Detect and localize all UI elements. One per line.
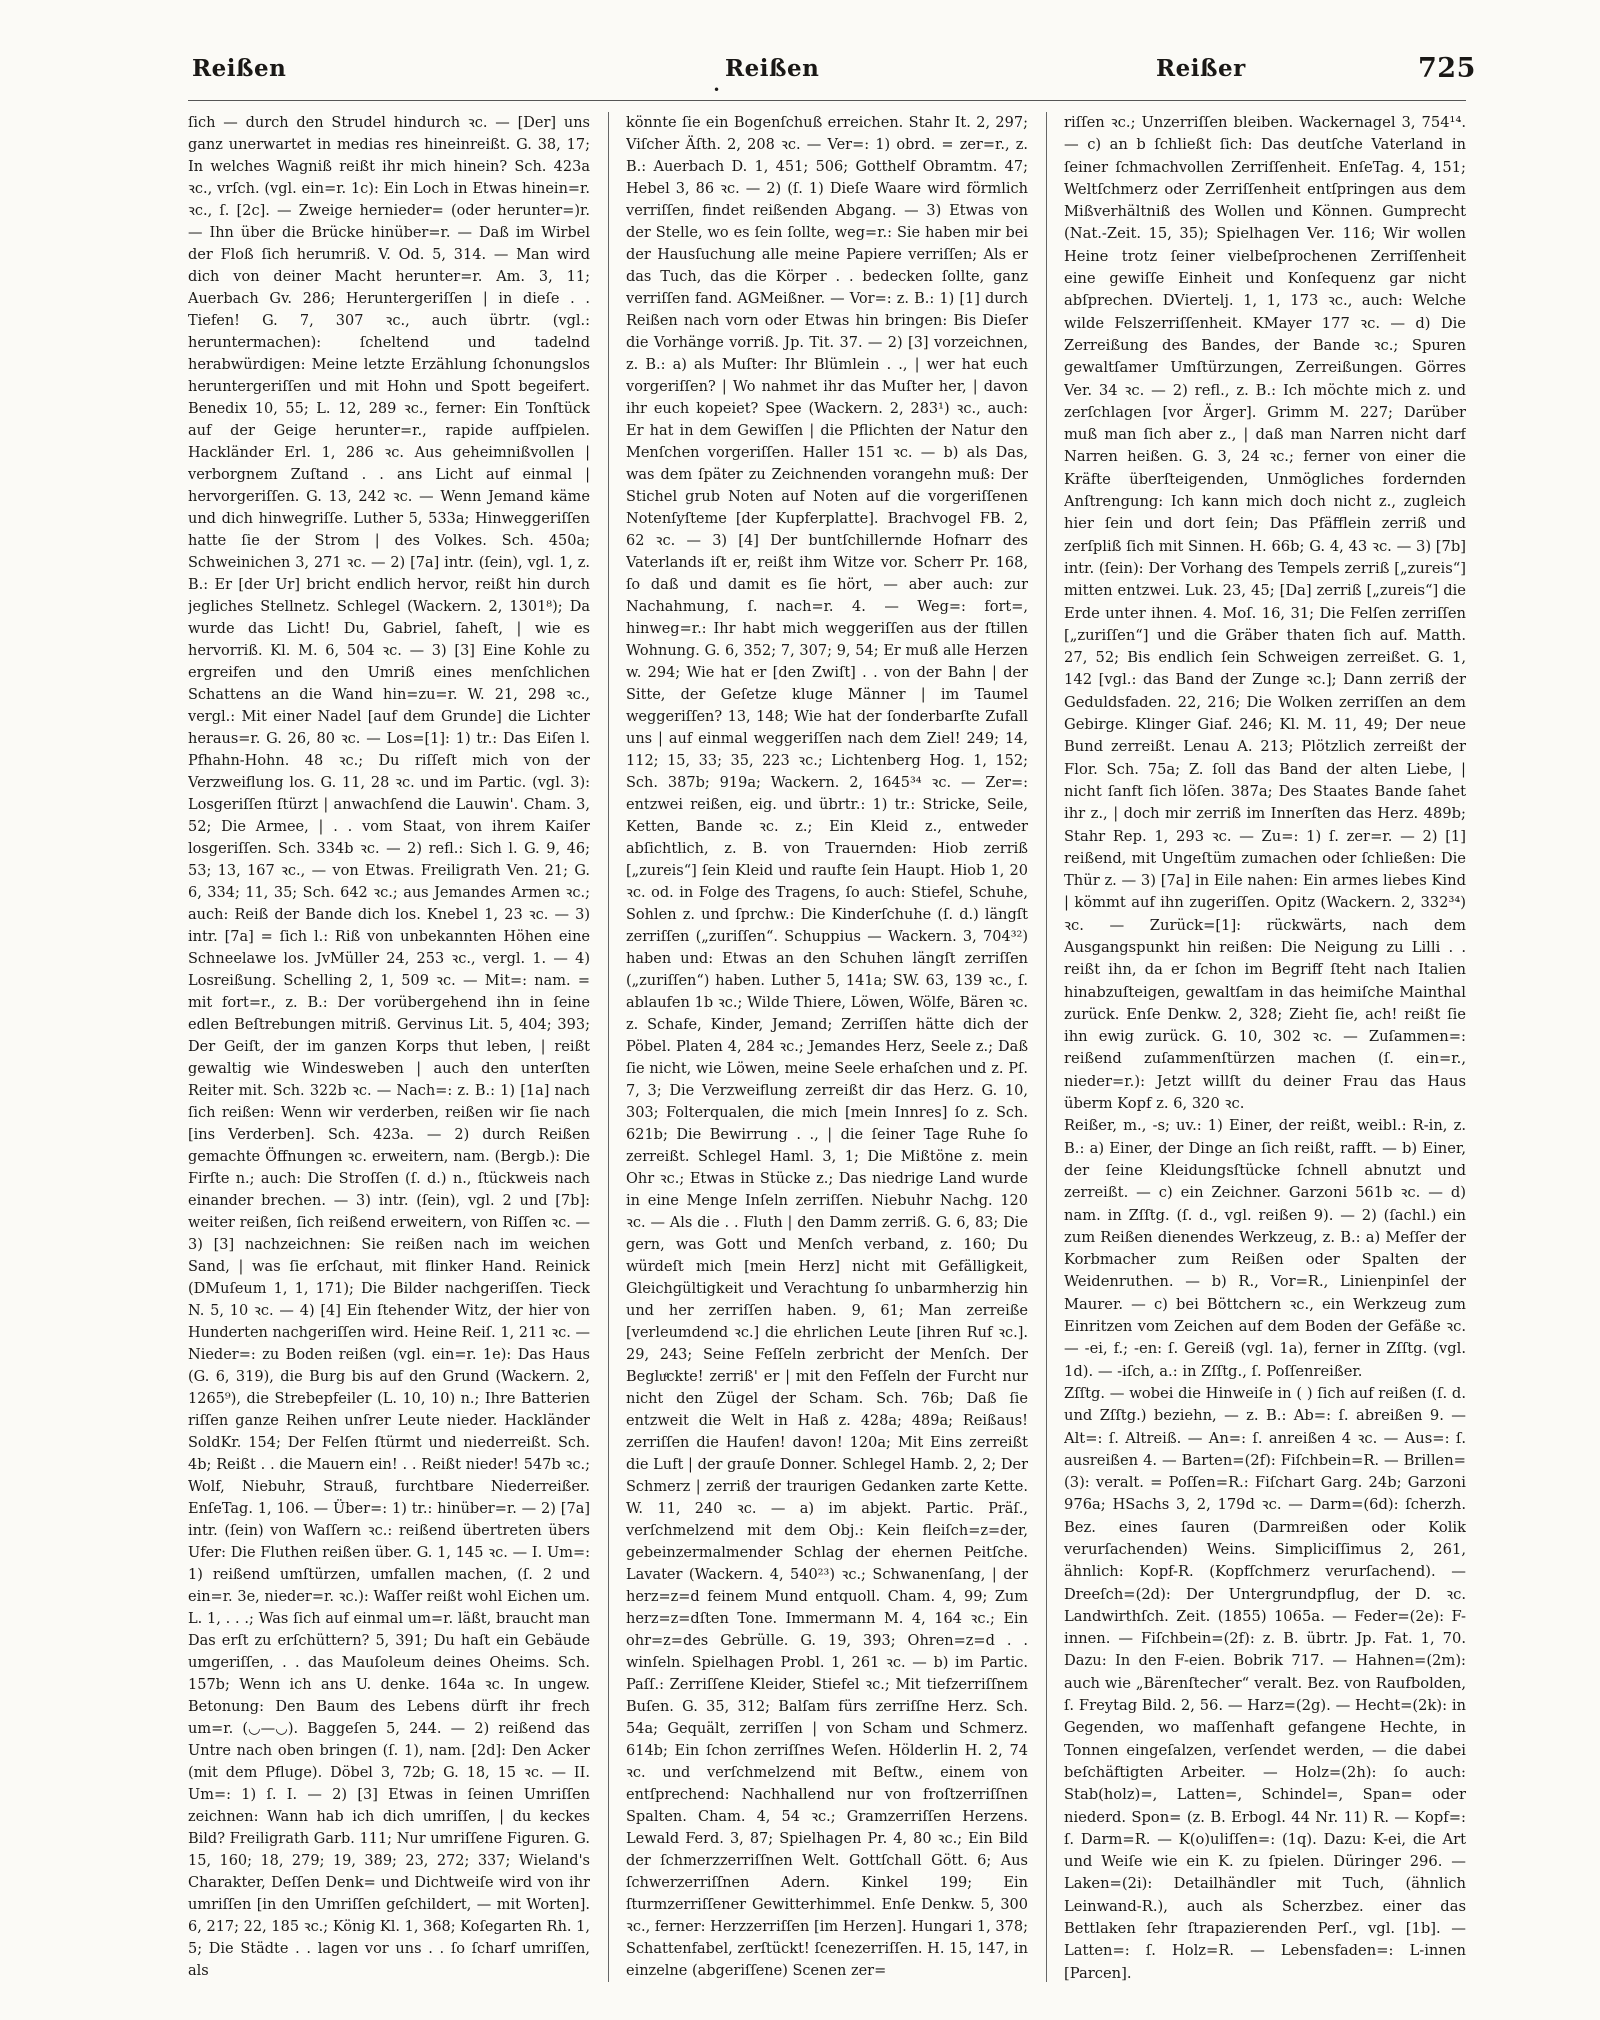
page-header (0, 55, 1600, 95)
text-columns (188, 112, 1470, 1992)
header-center-keyword: Reißen (725, 55, 820, 82)
header-mark: • (713, 83, 721, 97)
entry-reisser: Reißer, m., -s; uv.: 1) Einer, der reißt, weibl.: R-in, z. B.: a) Einer, der Dinge an ſich reißt, rafft. — b) Einer, der ſeine Kleidungsſtücke ſchnell abnutzt und zerreißt. — c) ein Zeichner. Garzoni 561b ꝛc. — d) nam. in Zſſtg. (ſ. d., vgl. reißen 9). — 2) (ſachl.) ein zum Reißen dienendes Werkzeug, z. B.: a) Meſſer der Korbmacher zum Reißen oder Spalten der Weidenruthen. — b) R., Vor=R., Linienpinſel der Maurer. — c) bei Böttchern ꝛc., ein Werkzeug zum Einritzen vom Zeichen auf dem Boden der Gefäße ꝛc. — -ei, f.; -en: ſ. Gereiß (vgl. 1a), ferner in Zſſtg. (vgl. 1d). — -iſch, a.: in Zſſtg., ſ. Poſſenreißer. (1064, 1117, 1466, 1380)
header-rule (188, 100, 1466, 101)
column-2-text: könnte ſie ein Bogenſchuß erreichen. Stahr It. 2, 297; Viſcher Äſth. 2, 208 ꝛc. — Ver=: 1) obrd. = zer=r., z. B.: Auerbach D. 1, 451; 506; Gotthelf Obramtm. 47; Hebel 3, 86 ꝛc. — 2) (ſ. 1) Dieſe Waare wird förmlich verriſſen, findet reißenden Abgang. — 3) Etwas von der Stelle, wo es ſein ſollte, weg=r.: Sie haben mir bei der Hausſuchung alle meine Papiere verriſſen; Als er das Tuch, das die Körper . . bedecken ſollte, ganz verriſſen fand. AGMeißner. — Vor=: z. B.: 1) [1] durch Reißen nach vorn oder Etwas hin bringen: Bis Dieſer die Vorhänge vorriß. Jp. Tit. 37. — 2) [3] vorzeichnen, z. B.: a) als Muſter: Ihr Blümlein . ., | wer hat euch vorgeriſſen? | Wo nahmet ihr das Muſter her, | davon ihr euch kopeiet? Spee (Wackern. 2, 283¹) ꝛc., auch: Er hat in dem Gewiſſen | die Pflichten der Natur den Menſchen vorgeriſſen. Haller 151 ꝛc. — b) als Das, was dem ſpäter zu Zeichnenden vorangehn muß: Der Stichel grub Noten auf Noten auf die vorgeriſſenen Notenſyſteme [der Kupferplatte]. Brachvogel FB. 2, 62 ꝛc. — 3) [4] Der buntſchillernde Hofnarr des Vaterlands iſt er, reißt ihm Witze vor. Scherr Pr. 168, ſo daß und damit es ſie hört, — aber auch: zur Nachahmung, ſ. nach=r. 4. — Weg=: fort=, hinweg=r.: Ihr habt mich weggeriſſen aus der ſtillen Wohnung. G. 6, 352; 7, 307; 9, 54; Er muß alle Herzen w. 294; Wie hat er [den Zwiſt] . . von der Bahn | der Sitte, der Geſetze kluge Männer | im Taumel weggeriſſen? 13, 148; Wie hat der ſonderbarſte Zufall uns | auf einmal weggeriſſen nach dem Ziel! 249; 14, 112; 15, 33; 35, 223 ꝛc.; Lichtenberg Hog. 1, 152; Sch. 387b; 919a; Wackern. 2, 1645³⁴ ꝛc. — Zer=: entzwei reißen, eig. und übrtr.: 1) tr.: Stricke, Seile, Ketten, Bande ꝛc. z.; Ein Kleid z., entweder abſichtlich, z. B. von Trauernden: Hiob zerriß [„zureis“] ſein Kleid und raufte ſein Haupt. Hiob 1, 20 ꝛc. od. in Folge des Tragens, ſo auch: Stiefel, Schuhe, Sohlen z. und ſprchw.: Die Kinderſchuhe (ſ. d.) längſt zerriſſen („zuriſſen“. Schuppius — Wackern. 3, 704³²) haben und: Etwas an den Schuhen längſt zerriſſen („zuriſſen“) haben. Luther 5, 141a; SW. 63, 139 ꝛc., ſ. ablaufen 1b ꝛc.; Wilde Thiere, Löwen, Wölfe, Bären ꝛc. z. Schafe, Kinder, Jemand; Zerriſſen hätte dich der Pöbel. Platen 4, 284 ꝛc.; Jemandes Herz, Seele z.; Daß ſie nicht, wie Löwen, meine Seele erhaſchen und z. Pſ. 7, 3; Die Verzweiflung zerreißt dir das Herz. G. 10, 303; Folterqualen, die mich [mein Innres] ſo z. Sch. 621b; Die Bewirrung . ., | die ſeiner Tage Ruhe ſo zerreißt. Schlegel Haml. 3, 1; Die Mißtöne z. mein Ohr ꝛc.; Etwas in Stücke z.; Das niedrige Land wurde in eine Menge Inſeln zerriſſen. Niebuhr Nachg. 120 ꝛc. — Als die . . Fluth | den Damm zerriß. G. 6, 83; Die gern, was Gott und Menſch verband, z. 160; Du würdeſt mich [mein Herz] nicht mit Gefälligkeit, Gleichgültigkeit und Verachtung ſo unbarmherzig hin und her zerriſſen haben. 9, 61; Man zerreiße [verleumdend ꝛc.] die ehrlichen Leute [ihren Ruf ꝛc.]. 29, 243; Seine Feſſeln zerbricht der Menſch. Der Begluͤckte! zerriß' er | mit den Feſſeln der Furcht nur nicht den Zügel der Scham. Sch. 76b; Daß ſie entzweit die Welt in Haß z. 428a; 489a; Reißaus! zerriſſen die Haufen! davon! 120a; Mit Eins zerreißt die Luft | der grauſe Donner. Schlegel Hamb. 2, 2; Der Schmerz | zerriß der traurigen Gedanken zarte Kette. W. 11, 240 ꝛc. — a) im abjekt. Partic. Präſ., verſchmelzend mit dem Obj.: Kein fleiſch=z=der, gebeinzermalmender Schlag der ehernen Peitſche. Lavater (Wackern. 4, 540²³) ꝛc.; Schwanenſang, | der herz=z=d feinem Mund entquoll. Cham. 4, 99; Zum herz=z=dſten Tone. Immermann M. 4, 164 ꝛc.; Ein ohr=z=des Gebrülle. G. 19, 393; Ohren=z=d . . winſeln. Spielhagen Probl. 1, 261 ꝛc. — b) im Partic. Paſſ.: Zerriſſene Kleider, Stiefel ꝛc.; Mit tiefzerriſſnem Buſen. G. 35, 312; Balſam fürs zerriſſne Herz. Sch. 54a; Gequält, zerriſſen | von Scham und Schmerz. 614b; Ein ſchon zerriſſnes Weſen. Hölderlin H. 2, 74 ꝛc. und verſchmelzend mit Beſtw., einem von entſprechend: Nachhallend nur von froſtzerriſſnen Spalten. Cham. 4, 54 ꝛc.; Gramzerriſſen Herzens. Lewald Ferd. 3, 87; Spielhagen Pr. 4, 80 ꝛc.; Ein Bild der ſchmerzzerriſſnen Welt. Gottſchall Gött. 6; Aus ſchwerzerriſſnen Adern. Kinkel 199; Ein ſturmzerriſſener Gewitterhimmel. Enſe Denkw. 5, 300 ꝛc., ferner: Herzzerriſſen [im Herzen]. Hungari 1, 378; Schattenfabel, zerſtückt! ſcenezerriſſen. H. 15, 147, in einzelne (abgeriſſene) Scenen zer= (626, 115, 1028, 1979)
page-number: 725 (1418, 53, 1476, 84)
header-left-keyword: Reißen (192, 55, 287, 82)
entry-compounds: Zſſtg. — wobei die Hinweiſe in ( ) ſich auf reißen (ſ. d. und Zſſtg.) beziehn, — z. B.: Ab=: ſ. abreißen 9. — Alt=: ſ. Altreiß. — An=: ſ. anreißen 4 ꝛc. — Aus=: ſ. ausreißen 4. — Barten=(2f): Fiſchbein=R. — Brillen=(3): veralt. = Poſſen=R.: Fiſchart Garg. 24b; Garzoni 976a; HSachs 3, 2, 179d ꝛc. — Darm=(6d): ſcherzh. Bez. eines ſauren (Darmreißen oder Kolik verurſachenden) Weins. Simpliciſſimus 2, 261, ähnlich: Kopf-R. (Kopfſchmerz verurſachend). — Dreeſch=(2d): Der Untergrundpflug, der D. ꝛc. Landwirthſch. Zeit. (1855) 1065a. — Feder=(2e): F-innen. — Fiſchbein=(2f): z. B. übrtr. Jp. Fat. 1, 70. Dazu: In den F-eien. Bobrik 717. — Hahnen=(2m): auch wie „Bärenſtecher“ veralt. Bez. von Raufbolden, ſ. Freytag Bild. 2, 56. — Harz=(2g). — Hecht=(2k): in Gegenden, wo maſſenhaft gefangene Hechte, in Tonnen eingeſalzen, verſendet werden, — die dabei beſchäftigten Arbeiter. — Holz=(2h): ſo auch: Stab(holz)=, Latten=, Schindel=, Span= oder niederd. Spon= (z. B. Erbogl. 44 Nr. 11) R. — Kopf=: ſ. Darm=R. — K(o)uliſſen=: (1q). Dazu: K-ei, die Art und Weiſe wie ein K. zu ſpielen. Düringer 296. — Laken=(2i): Detailhändler mit Tuch, (ähnlich Leinwand-R.), auch als Scherzbez. einer das Bettlaken ſehr ſtrapazierenden Perſ., vgl. [1b]. — Latten=: ſ. Holz=R. — Lebensfaden=: L-innen [Parcen]. (1064, 1384, 1466, 1982)
column-3 (1064, 112, 1466, 1992)
column-1 (188, 112, 590, 1992)
column-3-text: riſſen ꝛc.; Unzerriſſen bleiben. Wackernagel 3, 754¹⁴. — c) an b ſchließt ſich: Das deutſche Vaterland in ſeiner ſchmachvollen Zerriſſenheit. EnſeTag. 4, 151; Weltſchmerz oder Zerriſſenheit entſpringen aus dem Mißverhältniß des Wollen und Können. Gumprecht (Nat.-Zeit. 15, 35); Spielhagen Ver. 116; Wir wollen Heine trotz ſeiner vielbeſprochenen Zerriſſenheit eine gewiſſe Einheit und Konſequenz gar nicht abſprechen. DViertelj. 1, 1, 173 ꝛc., auch: Welche wilde Felszerriſſenheit. KMayer 177 ꝛc. — d) Die Zerreißung des Bandes, der Bande ꝛc.; Spuren gewaltſamer Umſtürzungen, Zerreißungen. Görres Ver. 34 ꝛc. — 2) refl., z. B.: Ich möchte mich z. und zerſchlagen [vor Ärger]. Grimm M. 227; Darüber muß man ſich aber z., | daß man Narren nicht darf Narren heißen. G. 3, 24 ꝛc.; ferner von einer die Kräfte überſteigenden, Unmögliches fordernden Anſtrengung: Ich kann mich doch nicht z., zugleich hier ſein und dort ſein; Das Pfäfflein zerriß und zerſpliß ſich mit Sinnen. H. 66b; G. 4, 43 ꝛc. — 3) [7b] intr. (ſein): Der Vorhang des Tempels zerriß [„zureis“] mitten entzwei. Luk. 23, 45; [Da] zerriß [„zureis“] die Erde unter ihnen. 4. Moſ. 16, 31; Die Felſen zerriſſen [„zuriſſen“] und die Gräber thaten ſich auf. Matth. 27, 52; Bis endlich ſein Schweigen zerreißet. G. 1, 142 [vgl.: das Band der Zunge ꝛc.]; Dann zerriß der Geduldsfaden. 22, 216; Die Wolken zerriſſen an dem Gebirge. Klinger Giaf. 246; Kl. M. 11, 49; Der neue Bund zerreißt. Lenau A. 213; Plötzlich zerreißt der Flor. Sch. 75a; Z. ſoll das Band der alten Liebe, | nicht ſanft ſich löſen. 387a; Des Staates Bande ſahet ihr z., | doch mir zerriß im Innerſten das Herz. 489b; Stahr Rep. 1, 293 ꝛc. — Zu=: 1) ſ. zer=r. — 2) [1] reißend, mit Ungeſtüm zumachen oder ſchließen: Die Thür z. — 3) [7a] in Eile nahen: Ein armes liebes Kind | kömmt auf ihn zugeriſſen. Opitz (Wackern. 2, 332³⁴) ꝛc. — Zurück=[1]: rückwärts, nach dem Ausgangspunkt hin reißen: Die Neigung zu Lilli . . reißt ihn, da er ſchon im Begriff ſteht nach Italien hinabzuſteigen, gewaltſam in das heimiſche Mainthal zurück. Enſe Denkw. 2, 328; Zieht ſie, ach! reißt ſie ihn ewig zurück. G. 10, 302 ꝛc. — Zuſammen=: reißend zuſammenſtürzen machen (ſ. ein=r., nieder=r.): Jetzt willſt du deiner Frau das Haus überm Kopf z. 6, 320 ꝛc. (1064, 114, 1466, 1113)
column-2 (626, 112, 1028, 1992)
header-right-keyword: Reißer (1156, 55, 1246, 82)
column-1-text: ſich — durch den Strudel hindurch ꝛc. — [Der] uns ganz unerwartet in medias res hineinreißt. G. 38, 17; In welches Wagniß reißt ihr mich hinein? Sch. 423a ꝛc., vrſch. (vgl. ein=r. 1c): Ein Loch in Etwas hinein=r. ꝛc., ſ. [2c]. — Zweige hernieder= (oder herunter=)r. — Ihn über die Brücke hinüber=r. — Daß im Wirbel der Floß ſich herumriß. V. Od. 5, 314. — Man wird dich von deiner Macht herunter=r. Am. 3, 11; Auerbach Gv. 286; Heruntergeriſſen | in dieſe . . Tiefen! G. 7, 307 ꝛc., auch übrtr. (vgl.: heruntermachen): ſcheltend und tadelnd herabwürdigen: Meine letzte Erzählung ſchonungslos heruntergeriſſen und mit Hohn und Spott begeifert. Benedix 10, 55; L. 12, 289 ꝛc., ferner: Ein Tonſtück auf der Geige herunter=r., rapide aufſpielen. Hackländer Erl. 1, 286 ꝛc. Aus geheimnißvollen | verborgnem Zuſtand . . ans Licht auf einmal | hervorgeriſſen. G. 13, 242 ꝛc. — Wenn Jemand käme und dich hinwegriſſe. Luther 5, 533a; Hinweggeriſſen hatte ſie der Strom | des Volkes. Sch. 450a; Schweinichen 3, 271 ꝛc. — 2) [7a] intr. (ſein), vgl. 1, z. B.: Er [der Ur] bricht endlich hervor, reißt hin durch jegliches Stellnetz. Schlegel (Wackern. 2, 1301⁸); Da wurde das Licht! Du, Gabriel, ſaheſt, | wie es hervorriß. Kl. M. 6, 504 ꝛc. — 3) [3] Eine Kohle zu ergreifen und den Umriß eines menſchlichen Schattens an die Wand hin=zu=r. W. 21, 298 ꝛc., vergl.: Mit einer Nadel [auf dem Grunde] die Lichter heraus=r. G. 26, 80 ꝛc. — Los=[1]: 1) tr.: Das Eiſen l. Pfhahn-Hohn. 48 ꝛc.; Du riſſeſt mich von der Verzweiflung los. G. 11, 28 ꝛc. und im Partic. (vgl. 3): Losgeriſſen ſtürzt | anwachſend die Lauwin'. Cham. 3, 52; Die Armee, | . . vom Staat, von ihrem Kaiſer losgeriſſen. Sch. 334b ꝛc. — 2) refl.: Sich l. G. 9, 46; 53; 13, 167 ꝛc., — von Etwas. Freiligrath Ven. 21; G. 6, 334; 11, 35; Sch. 642 ꝛc.; aus Jemandes Armen ꝛc.; auch: Reiß der Bande dich los. Knebel 1, 23 ꝛc. — 3) intr. [7a] = ſich l.: Riß von unbekannten Höhen eine Schneelawe los. JvMüller 24, 253 ꝛc., vergl. 1. — 4) Losreißung. Schelling 2, 1, 509 ꝛc. — Mit=: nam. = mit fort=r., z. B.: Der vorübergehend ihn in ſeine edlen Beſtrebungen mitriß. Gervinus Lit. 5, 404; 393; Der Geiſt, der im ganzen Korps thut leben, | reißt gewaltig wie Windesweben | auch den unterſten Reiter mit. Sch. 322b ꝛc. — Nach=: z. B.: 1) [1a] nach ſich reißen: Wenn wir verderben, reißen wir ſie nach [ins Verderben]. Sch. 423a. — 2) durch Reißen gemachte Öffnungen ꝛc. erweitern, nam. (Bergb.): Die Firſte n.; auch: Die Stroſſen (ſ. d.) n., ſtückweis nach einander brechen. — 3) intr. (ſein), vgl. 2 und [7b]: weiter reißen, ſich reißend erweitern, von Riſſen ꝛc. — 3) [3] nachzeichnen: Sie reißen nach im weichen Sand, | was ſie erſchaut, mit flinker Hand. Reinick (DMuſeum 1, 1, 171); Die Bilder nachgeriſſen. Tieck N. 5, 10 ꝛc. — 4) [4] Ein ſtehender Witz, der hier von Hunderten nachgeriſſen wird. Heine Reiſ. 1, 211 ꝛc. — Nieder=: zu Boden reißen (vgl. ein=r. 1e): Das Haus (G. 6, 319), die Burg bis auf den Grund (Wackern. 2, 1265⁹), die Strebepfeiler (L. 10, 10) n.; Ihre Batterien riſſen ganze Reihen unſrer Leute nieder. Hackländer SoldKr. 154; Der Felſen ſtürmt und niederreißt. Sch. 4b; Reißt . . die Mauern ein! . . Reißt nieder! 547b ꝛc.; Wolf, Niebuhr, Strauß, furchtbare Niederreißer. EnſeTag. 1, 106. — Über=: 1) tr.: hinüber=r. — 2) [7a] intr. (ſein) von Waſſern ꝛc.: reißend übertreten übers Ufer: Die Fluthen reißen über. G. 1, 145 ꝛc. — I. Um=: 1) reißend umſtürzen, umfallen machen, (ſ. 2 und ein=r. 3e, nieder=r. ꝛc.): Waſſer reißt wohl Eichen um. L. 1, . . .; Was ſich auf einmal um=r. läßt, braucht man Das erſt zu erſchüttern? 5, 391; Du haſt ein Gebäude umgeriſſen, . . das Mauſoleum deines Oheims. Sch. 157b; Wenn ich ans U. denke. 164a ꝛc. In ungew. Betonung: Den Baum des Lebens dürft ihr frech um=r. (◡—◡). Baggeſen 5, 244. — 2) reißend das Untre nach oben bringen (ſ. 1), nam. [2d]: Den Acker (mit dem Pfluge). Döbel 3, 72b; G. 18, 15 ꝛc. — II. Um=: 1) ſ. I. — 2) [3] Etwas in ſeinen Umriſſen zeichnen: Wann hab ich dich umriſſen, | du keckes Bild? Freiligrath Garb. 111; Nur umriſſene Figuren. G. 15, 160; 18, 279; 19, 389; 23, 272; 337; Wieland's Charakter, Deſſen Denk= und Dichtweiſe wird von ihr umriſſen [in den Umriſſen geſchildert, — mit Worten]. 6, 217; 22, 185 ꝛc.; König Kl. 1, 368; Koſegarten Rh. 1, 5; Die Städte . . lagen vor uns . . ſo ſcharf umriſſen, als (188, 115, 590, 1979)
